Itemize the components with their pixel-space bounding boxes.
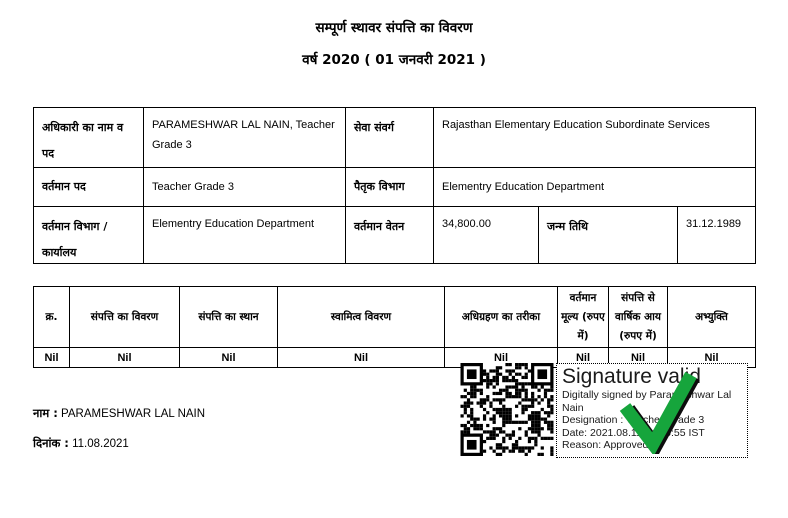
- current-post-label: वर्तमान पद: [34, 168, 144, 206]
- current-salary-label: वर्तमान वेतन: [346, 207, 434, 263]
- digital-signature-box: [556, 363, 748, 458]
- date-value: 11.08.2021: [72, 438, 129, 450]
- birth-date-label: जन्म तिथि: [539, 207, 678, 263]
- header-acquisition-mode: अधिग्रहण का तरीका: [445, 287, 558, 347]
- cell-property-description: Nil: [70, 348, 180, 367]
- service-cadre-value: Rajasthan Elementary Education Subordinate Services: [442, 119, 710, 131]
- header-current-value: वर्तमान मूल्य (रुपए में): [558, 287, 609, 347]
- table-row: [34, 108, 755, 168]
- date-label: दिनांक :: [33, 436, 69, 450]
- page-subtitle: वर्ष 2020 ( 01 जनवरी 2021 ): [302, 52, 486, 68]
- signature-reason-line: Reason: Approved: [562, 439, 649, 451]
- cell-acquisition-mode: Nil: [445, 348, 558, 367]
- name-value: PARAMESHWAR LAL NAIN: [61, 408, 206, 420]
- cell-current-value: Nil: [558, 348, 609, 367]
- cell-serial: Nil: [34, 348, 70, 367]
- officer-name-label: अधिकारी का नाम व पद: [34, 108, 144, 167]
- current-office-label: वर्तमान विभाग / कार्यालय: [34, 207, 144, 263]
- signature-designation-line: Designation : Teacher Grade 3: [562, 414, 705, 426]
- header-ownership-details: स्वामित्व विवरण: [278, 287, 445, 347]
- header-property-description: संपत्ति का विवरण: [70, 287, 180, 347]
- property-details-table: [33, 286, 756, 368]
- birth-date-value: 31.12.1989: [686, 218, 742, 230]
- current-salary-value: 34,800.00: [434, 207, 539, 263]
- signature-signer-line: Digitally signed by Parameshwar Lal Nain: [562, 389, 732, 414]
- header-remarks: अभ्युक्ति: [695, 310, 728, 323]
- parent-dept-value: Elementry Education Department: [442, 181, 605, 193]
- qr-code: [459, 363, 555, 456]
- table-header-row: [34, 287, 755, 348]
- header-property-location: संपत्ति का स्थान: [180, 287, 278, 347]
- footer-name-line: [33, 406, 205, 421]
- current-post-value: Teacher Grade 3: [144, 168, 346, 206]
- table-row: [34, 207, 755, 263]
- officer-name-value: PARAMESHWAR LAL NAIN, Teacher Grade 3: [144, 108, 346, 167]
- header-annual-income: संपत्ति से वार्षिक आय (रुपए में): [609, 287, 668, 347]
- signature-date-line: Date: 2021.08.11 14:46:55 IST: [562, 426, 705, 439]
- table-row: [34, 168, 755, 207]
- cell-annual-income: Nil: [609, 348, 668, 367]
- service-cadre-label: सेवा संवर्ग: [346, 108, 434, 167]
- signature-status-text: Signature valid: [562, 365, 701, 388]
- cell-remarks: Nil: [704, 351, 719, 364]
- parent-dept-label: पैतृक विभाग: [346, 168, 434, 206]
- cell-property-location: Nil: [180, 348, 278, 367]
- current-office-value: Elementry Education Department: [144, 207, 346, 263]
- footer-date-line: [33, 436, 129, 451]
- header-serial: क्र.: [34, 287, 70, 347]
- page-title: सम्पूर्ण स्थावर संपत्ति का विवरण: [315, 20, 473, 36]
- cell-ownership-details: Nil: [278, 348, 445, 367]
- officer-details-table: [33, 107, 756, 264]
- name-label: नाम :: [33, 406, 58, 420]
